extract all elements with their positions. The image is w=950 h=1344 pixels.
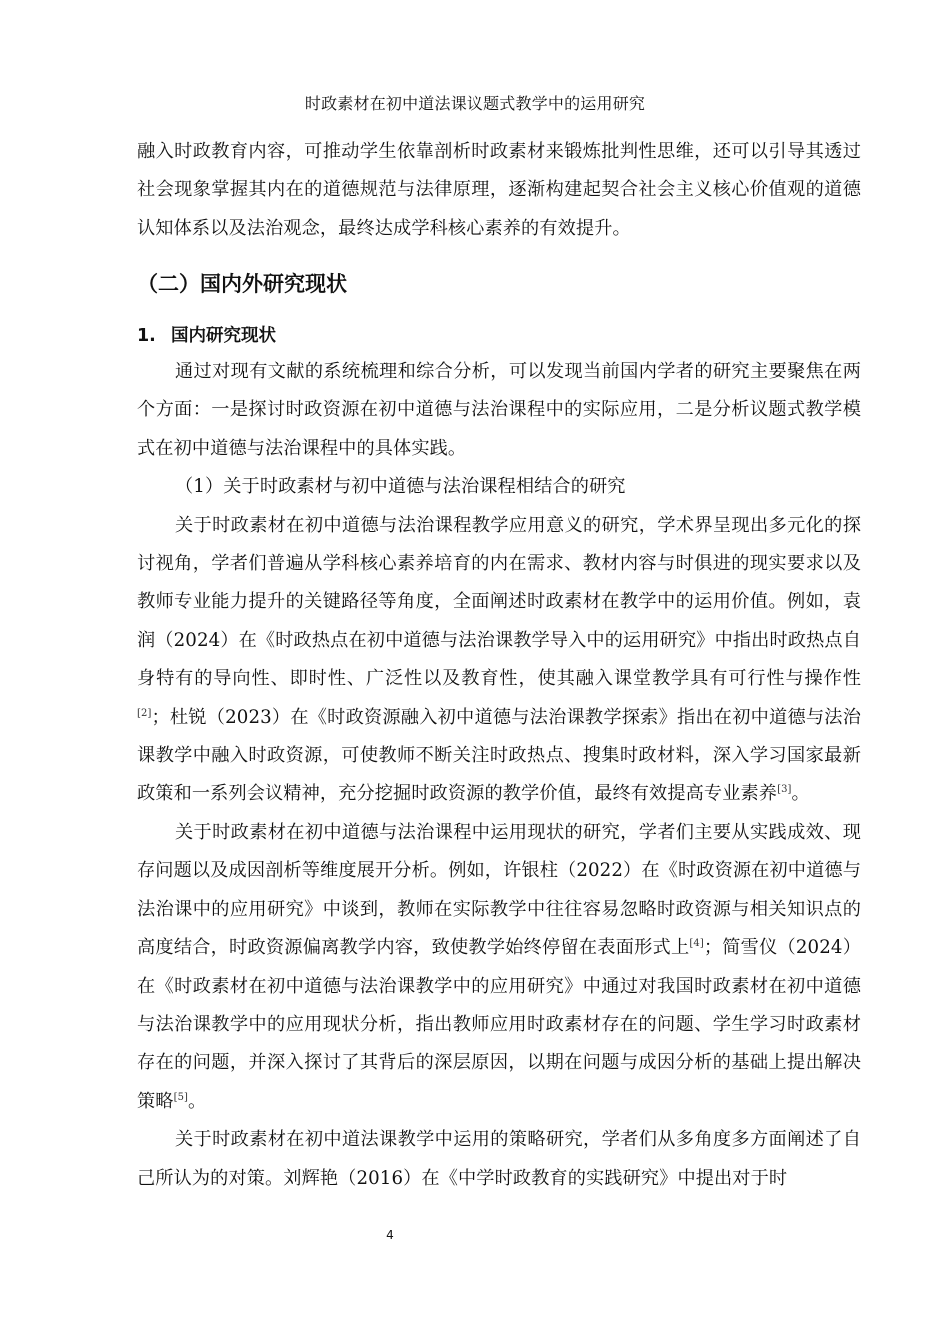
running-header: 时政素材在初中道法课议题式教学中的运用研究 xyxy=(304,94,646,113)
intro-paragraph: 通过对现有文献的系统梳理和综合分析，可以发现当前国内学者的研究主要聚焦在两个方面：一是探讨时政资源在初中道德与法治课程中的实际应用，二是分析议题式教学模式在初中道德与法治课程中的具体实践。 xyxy=(137,361,861,459)
citation-ref: [3] xyxy=(777,784,792,796)
para2-text-b: ；简雪仪（2024）在《时政素材在初中道德与法治课教学中的应用研究》中通过对我国时政素材在初中道德与法治课教学中的应用现状分析，指出教师应用时政素材存在的问题、学生学习时政素材存在的问题，并深入探讨了其背后的深层原因，以期在问题与成因分析的基础上提出解决策略 xyxy=(137,937,861,1112)
continuation-paragraph xyxy=(137,133,861,248)
subsection-title: 国内研究现状 xyxy=(171,326,276,346)
para1-text-a: 关于时政素材在初中道德与法治课程教学应用意义的研究，学术界呈现出多元化的探讨视角，学者们普遍从学科核心素养培育的内在需求、教材内容与时俱进的现实要求以及教师专业能力提升的关键路径等角度，全面阐述时政素材在教学中的运用价值。例如，袁润（2024）在《时政热点在初中道德与法治课教学导入中的运用研究》中指出时政热点自身特有的导向性、即时性、广泛性以及教育性，使其融入课堂教学具有可行性与操作性 xyxy=(137,514,861,690)
para2-text-c: 。 xyxy=(188,1090,207,1112)
citation-ref: [5] xyxy=(173,1091,189,1103)
main-body xyxy=(137,353,861,1198)
paragraph-application-significance xyxy=(137,507,861,814)
subsubsection-heading: （1）关于时政素材与初中道德与法治课程相结合的研究 xyxy=(175,476,626,498)
paragraph-application-status xyxy=(137,814,861,1121)
subsection-heading xyxy=(137,322,276,347)
para1-text-c: 。 xyxy=(791,783,810,805)
paragraph-text: 融入时政教育内容，可推动学生依靠剖析时政素材来锻炼批判性思维，还可以引导其透过社会现象掌握其内在的道德规范与法律原理，逐渐构建起契合社会主义核心价值观的道德认知体系以及法治观念，最终达成学科核心素养的有效提升。 xyxy=(137,141,861,239)
citation-ref: [4] xyxy=(689,938,704,950)
para1-text-b: ；杜锐（2023）在《时政资源融入初中道德与法治课教学探索》指出在初中道德与法治课教学中融入时政资源，可使教师不断关注时政热点、搜集时政材料，深入学习国家最新政策和一系列会议精神，充分挖掘时政资源的教学价值，最终有效提高专业素养 xyxy=(137,706,861,805)
paragraph-strategy-research: 关于时政素材在初中道法课教学中运用的策略研究，学者们从多角度多方面阐述了自己所认为的对策。刘辉艳（2016）在《中学时政教育的实践研究》中提出对于时 xyxy=(137,1129,861,1189)
para2-text-a: 关于时政素材在初中道德与法治课程中运用现状的研究，学者们主要从实践成效、现存问题以及成因剖析等维度展开分析。例如，许银柱（2022）在《时政资源在初中道德与法治课中的应用研究》中谈到，教师在实际教学中往往容易忽略时政资源与相关知识点的高度结合，时政资源偏离教学内容，致使教学始终停留在表面形式上 xyxy=(137,821,861,959)
subsection-number: 1. xyxy=(137,326,156,346)
page-number: 4 xyxy=(386,1228,394,1242)
section-heading: （二）国内外研究现状 xyxy=(137,272,347,296)
citation-ref: [2] xyxy=(137,707,152,719)
